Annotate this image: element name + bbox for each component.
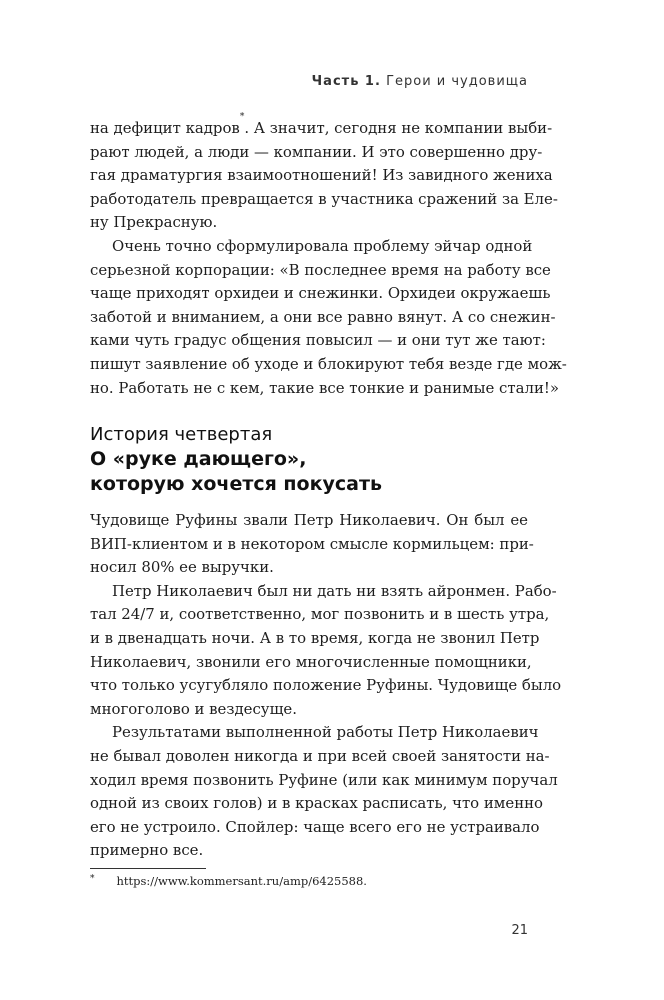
paragraph-5 [90, 721, 558, 863]
running-head-part: Часть 1. [311, 74, 381, 89]
footnote-mark: * [90, 874, 95, 884]
section-heading [90, 423, 550, 497]
paragraph-4-line-3: и в двенадцать ночи. А в то время, когда не звонил Петр [90, 628, 540, 647]
paragraph-1-line-1-a: на дефицит кадров [90, 119, 240, 137]
footnote-url: https://www.kommersant.ru/amp/6425588. [116, 874, 367, 888]
section-kicker: История четвертая [90, 424, 273, 445]
paragraph-3 [90, 509, 534, 580]
paragraph-1 [90, 112, 558, 235]
paragraph-1-line-4: работодатель превращается в участника сражений за Еле- [90, 189, 558, 208]
paragraph-1-line-1 [90, 112, 553, 141]
paragraph-4-line-2: тал 24/7 и, соответственно, мог позвонить и в шесть утра, [90, 605, 550, 624]
paragraph-5-line-1: Результатами выполненной работы Петр Николаевич [112, 723, 539, 742]
paragraph-4-line-1: Петр Николаевич был ни дать ни взять айронмен. Рабо- [112, 581, 557, 600]
paragraph-1-line-5: ну Прекрасную. [90, 213, 218, 232]
paragraph-4-line-5: что только усугубляло положение Руфины. Чудовище было [90, 676, 562, 695]
paragraph-1-line-2: рают людей, а люди — компании. И это совершенно дру- [90, 142, 543, 161]
text-block-bottom [90, 509, 562, 863]
paragraph-2 [90, 235, 567, 400]
paragraph-5-line-4: одной из своих голов) и в красках расписать, что именно [90, 794, 544, 813]
paragraph-4-line-6: многоголово и вездесуще. [90, 699, 297, 718]
footnote-reference: * [239, 112, 245, 122]
running-head-title: Герои и чудовища [386, 74, 528, 89]
paragraph-4-line-4: Николаевич, звонили его многочисленные помощники, [90, 652, 532, 671]
paragraph-2-line-4: заботой и вниманием, а они все равно вянут. А со снежин- [90, 307, 556, 326]
paragraph-2-line-5: ками чуть градус общения повысил — и они тут же тают: [90, 331, 546, 350]
paragraph-3-line-2: ВИП-клиентом и в некотором смысле кормильцем: при- [90, 534, 534, 553]
paragraph-1-line-3: гая драматургия взаимоотношений! Из завидного жениха [90, 166, 553, 185]
paragraph-5-line-3: ходил время позвонить Руфине (или как минимум поручал [90, 770, 558, 789]
paragraph-5-line-5: его не устроило. Спойлер: чаще всего его не устраивало [90, 817, 540, 836]
section-title-line-2: которую хочется покусать [90, 473, 382, 495]
paragraph-5-line-6: примерно все. [90, 841, 204, 860]
section-title-line-1: О «руке дающего», [90, 448, 307, 470]
paragraph-2-line-3: чаще приходят орхидеи и снежинки. Орхидеи окружаешь [90, 284, 551, 303]
paragraph-2-line-1: Очень точно сформулировала проблему эйчар одной [112, 236, 533, 255]
paragraph-2-line-6: пишут заявление об уходе и блокируют тебя везде где мож- [90, 354, 567, 373]
running-head [312, 74, 528, 89]
footnote [90, 874, 367, 888]
paragraph-4 [90, 580, 562, 722]
paragraph-1-line-1-b: . А значит, сегодня не компании выби- [244, 119, 553, 137]
paragraph-5-line-2: не бывал доволен никогда и при всей своей занятости на- [90, 746, 550, 765]
paragraph-3-line-1: Чудовище Руфины звали Петр Николаевич. Он был ее [90, 511, 528, 529]
text-block-top [90, 112, 567, 400]
paragraph-2-line-2: серьезной корпорации: «В последнее время на работу все [90, 260, 551, 279]
paragraph-2-line-7: но. Работать не с кем, такие все тонкие и ранимые стали!» [90, 378, 559, 397]
footnote-divider [90, 868, 206, 869]
paragraph-3-line-3: носил 80% ее выручки. [90, 558, 274, 577]
page-number: 21 [511, 923, 528, 938]
